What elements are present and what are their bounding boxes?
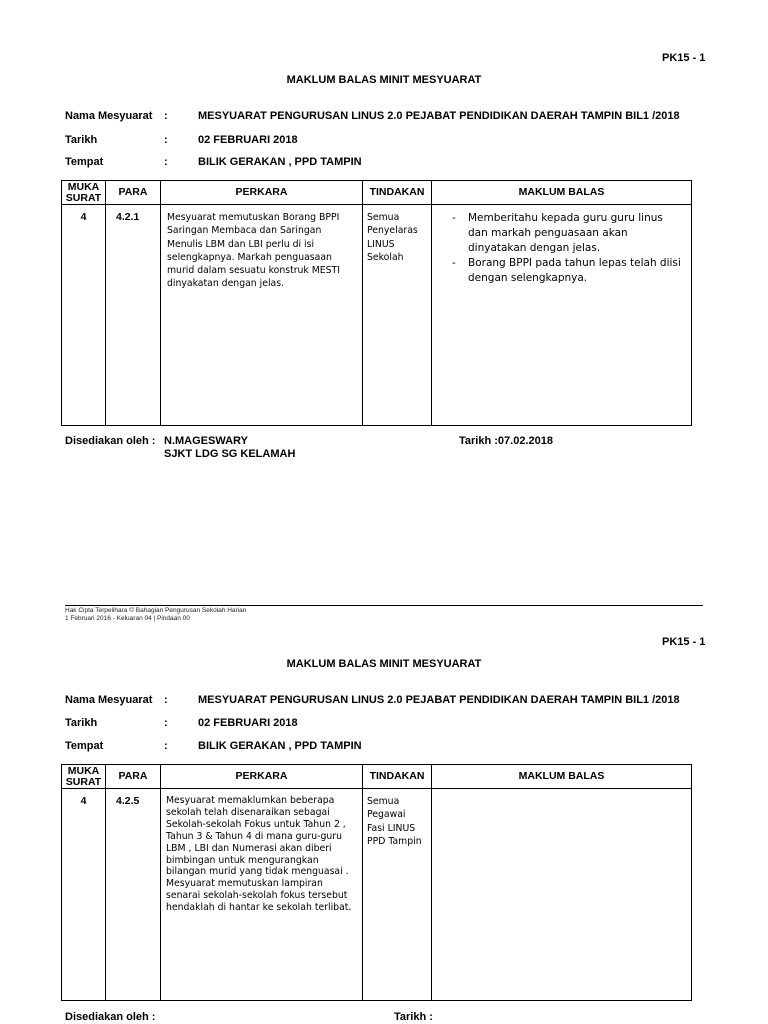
cell-para: 4.2.5 (106, 789, 161, 1001)
tindakan-line: Sekolah (367, 251, 404, 263)
tempat-value: BILIK GERAKAN , PPD TAMPIN (198, 156, 362, 168)
colon: : (164, 156, 168, 168)
page-divider (65, 605, 703, 606)
disediakan-school: SJKT LDG SG KELAMAH (164, 448, 296, 460)
feedback-item: - Borang BPPI pada tahun lepas telah diisi dengan selengkapnya. (432, 256, 683, 286)
disediakan-label: Disediakan oleh : (65, 1011, 156, 1023)
cell-muka-surat: 4 (62, 205, 106, 426)
tindakan-line: Semua (367, 212, 400, 223)
nama-mesyuarat-value: MESYUARAT PENGURUSAN LINUS 2.0 PEJABAT PENDIDIKAN DAERAH TAMPIN BIL1 /2018 (198, 694, 680, 706)
minutes-table (61, 764, 692, 1001)
form-code: PK15 - 1 (662, 636, 706, 648)
minutes-table (61, 180, 692, 426)
cell-tindakan (363, 205, 432, 426)
tarikh-value: 02 FEBRUARI 2018 (198, 717, 298, 729)
header-perkara: PERKARA (161, 765, 363, 789)
tindakan-line: Semua (367, 796, 400, 807)
feedback-list (432, 211, 691, 286)
header-para: PARA (106, 765, 161, 789)
tarikh-footer: Tarikh :07.02.2018 (459, 435, 553, 447)
colon: : (164, 740, 168, 752)
tindakan-line: LINUS (367, 238, 395, 250)
table-row (62, 205, 692, 426)
cell-perkara: Mesyuarat memaklumkan beberapa sekolah telah disenaraikan sebagai Sekolah-sekolah Fokus untuk Tahun 2 , Tahun 3 & Tahun 4 di mana guru-guru LBM , LBI dan Numerasi akan diberi bimbingan untuk mengurangkan bilangan murid yang tidak menguasai . Mesyuarat memutuskan lampiran senarai sekolah-sekolah fokus tersebut hendaklah di hantar ke sekolah terlibat. (161, 789, 363, 1001)
header-maklum-balas: MAKLUM BALAS (432, 765, 692, 789)
tindakan-line: PPD Tampin (367, 835, 422, 847)
colon: : (164, 110, 168, 122)
cell-para: 4.2.1 (106, 205, 161, 426)
table-header-row (62, 181, 692, 205)
tindakan-line: Pegawai (367, 809, 406, 821)
tarikh-footer: Tarikh : (394, 1011, 433, 1023)
table-row (62, 789, 692, 1001)
disediakan-name: N.MAGESWARY (164, 435, 248, 447)
header-para: PARA (106, 181, 161, 205)
cell-muka-surat: 4 (62, 789, 106, 1001)
tarikh-label: Tarikh (65, 717, 98, 729)
tempat-value: BILIK GERAKAN , PPD TAMPIN (198, 740, 362, 752)
cell-maklum-balas (432, 205, 692, 426)
copyright-line-2: 1 Februari 2016 - Keluaran 04 | Pindaan 00 (65, 615, 190, 622)
colon: : (164, 134, 168, 146)
disediakan-label: Disediakan oleh : (65, 435, 156, 447)
page-title: MAKLUM BALAS MINIT MESYUARAT (286, 658, 482, 670)
copyright-line-1: Hak Cipta Terpelihara © Bahagian Pengurusan Sekolah Harian (65, 607, 247, 614)
feedback-item: - Memberitahu kepada guru guru linus dan markah penguasaan akan dinyatakan dengan jelas. (432, 211, 683, 256)
tindakan-line: Penyelaras (367, 225, 418, 237)
header-muka-surat: MUKA SURAT (62, 765, 106, 789)
table-header-row (62, 765, 692, 789)
tindakan-line: Fasi LINUS (367, 822, 416, 834)
header-maklum-balas: MAKLUM BALAS (432, 181, 692, 205)
form-code: PK15 - 1 (662, 52, 706, 64)
nama-mesyuarat-value: MESYUARAT PENGURUSAN LINUS 2.0 PEJABAT PENDIDIKAN DAERAH TAMPIN BIL1 /2018 (198, 110, 680, 122)
header-tindakan: TINDAKAN (363, 765, 432, 789)
nama-mesyuarat-label: Nama Mesyuarat (65, 694, 153, 706)
page-title: MAKLUM BALAS MINIT MESYUARAT (286, 74, 482, 86)
cell-perkara: Mesyuarat memutuskan Borang BPPI Saringan Membaca dan Saringan Menulis LBM dan LBI perlu di isi selengkapnya. Markah penguasaan murid dalam sesuatu konstruk MESTI dinyakatan dengan jelas. (161, 205, 363, 426)
tarikh-value: 02 FEBRUARI 2018 (198, 134, 298, 146)
cell-maklum-balas (432, 789, 692, 1001)
tempat-label: Tempat (65, 156, 104, 168)
tempat-label: Tempat (65, 740, 104, 752)
header-perkara: PERKARA (161, 181, 363, 205)
colon: : (164, 717, 168, 729)
header-muka-surat: MUKA SURAT (62, 181, 106, 205)
header-tindakan: TINDAKAN (363, 181, 432, 205)
colon: : (164, 694, 168, 706)
tarikh-label: Tarikh (65, 134, 98, 146)
nama-mesyuarat-label: Nama Mesyuarat (65, 110, 153, 122)
cell-tindakan (363, 789, 432, 1001)
